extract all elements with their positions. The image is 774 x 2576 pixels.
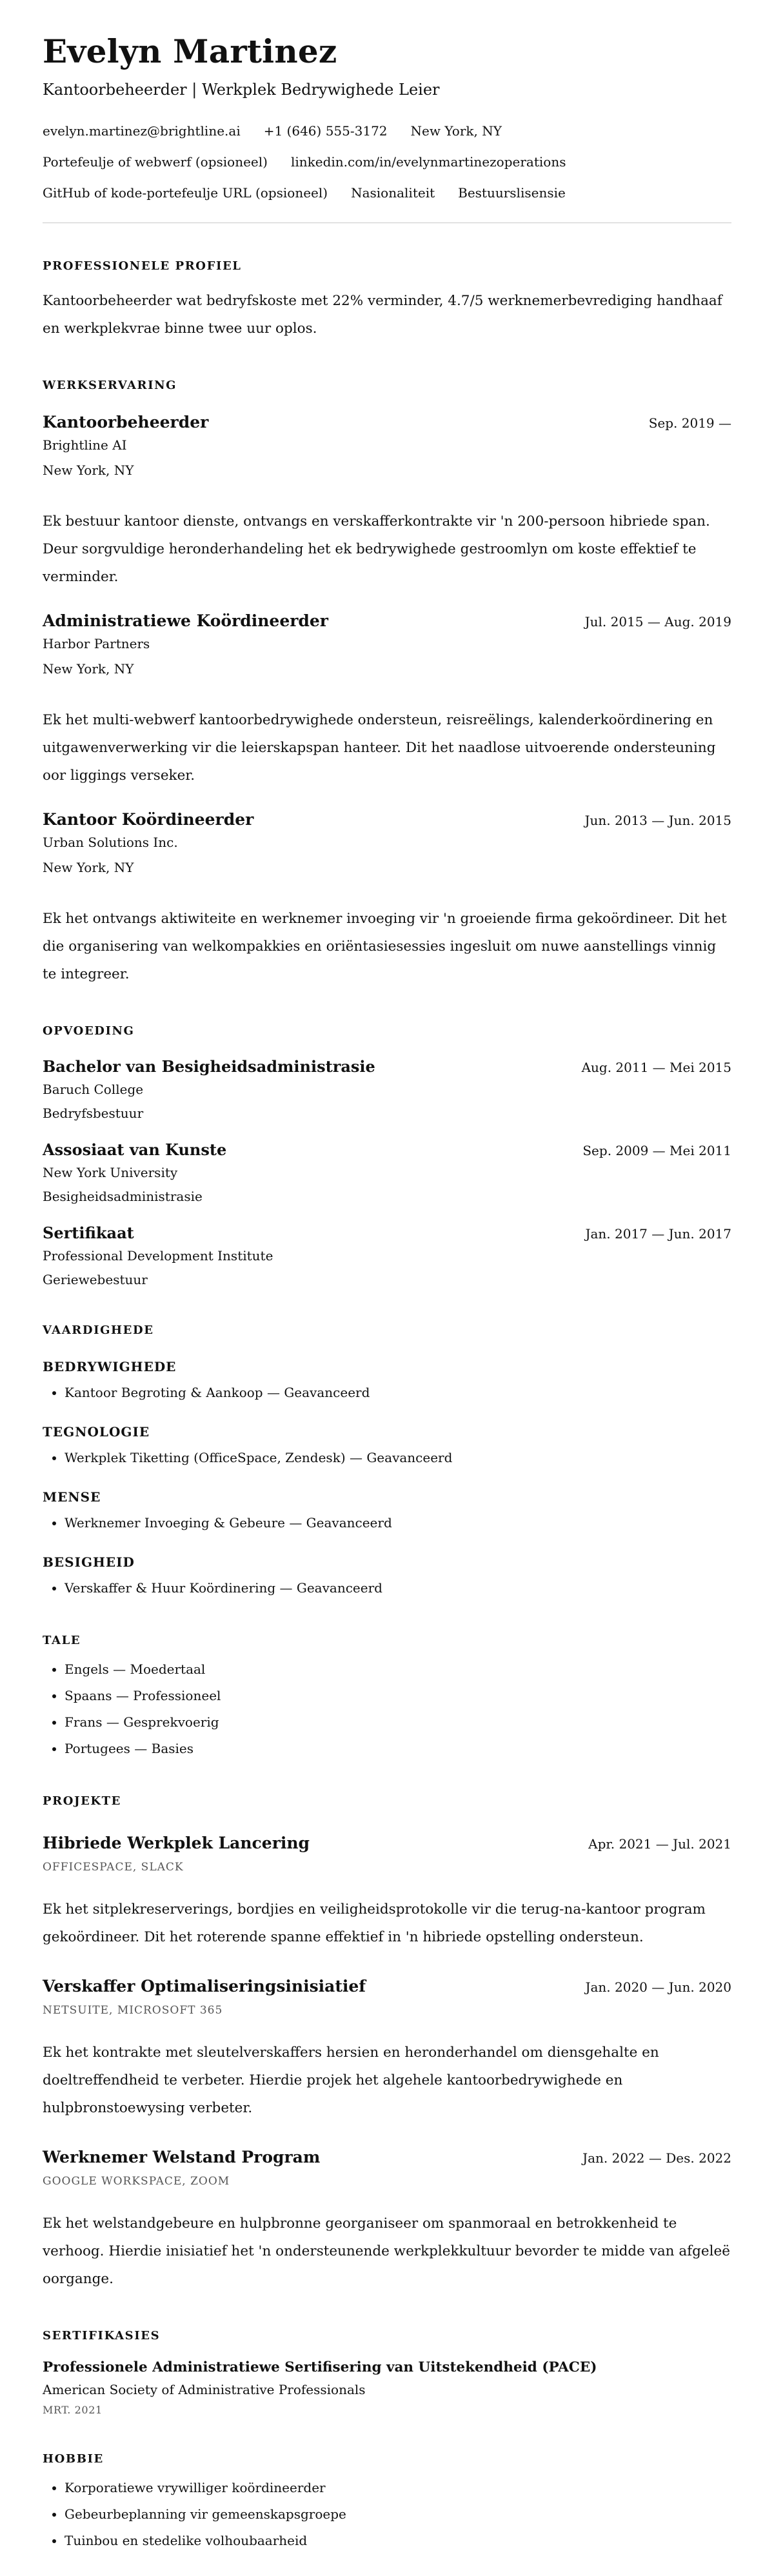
skill-category: MENSE <box>43 1489 101 1505</box>
job-location: New York, NY <box>43 661 134 677</box>
projects-heading: PROJEKTE <box>43 1794 121 1808</box>
profile-section <box>43 259 731 342</box>
skill-group <box>43 1554 731 1598</box>
skills-heading: VAARDIGHEDE <box>43 1323 154 1337</box>
education-dates: Jan. 2017 — Jun. 2017 <box>585 1226 731 1242</box>
job-title: Kantoorbeheerder <box>43 413 209 431</box>
project-title: Verskaffer Optimaliseringsinisiatief <box>43 1977 366 1996</box>
language-list <box>43 1660 731 1758</box>
degree-title: Sertifikaat <box>43 1224 134 1242</box>
skill-group <box>43 1359 731 1402</box>
contact-license: Bestuurslisensie <box>458 185 566 201</box>
skill-item: • Werkplek Tiketting (OfficeSpace, Zendesk) — Geavanceerd <box>64 1449 731 1467</box>
project-entry-header <box>43 2148 731 2166</box>
education-entry <box>43 1224 731 1287</box>
skill-list <box>43 1514 731 1532</box>
language-item: • Portugees — Basies <box>64 1739 731 1758</box>
contact-portfolio: Portefeulje of webwerf (opsioneel) <box>43 154 268 170</box>
projects-section <box>43 1794 731 2293</box>
project-entry <box>43 2148 731 2293</box>
education-entry-header <box>43 1057 731 1076</box>
job-company: Urban Solutions Inc. <box>43 835 178 850</box>
profile-summary: Kantoorbeheerder wat bedryfskoste met 22% verminder, 4.7/5 werknemerbevrediging handhaaf en werkplekvrae binne twee uur oplos. <box>43 293 722 337</box>
project-tools: OFFICESPACE, SLACK <box>43 1861 184 1874</box>
contact-phone: +1 (646) 555-3172 <box>263 123 388 139</box>
certification-issuer: American Society of Administrative Professionals <box>43 2382 366 2397</box>
certification-date: MRT. 2021 <box>43 2404 103 2416</box>
contact-row-1 <box>43 123 731 139</box>
experience-section <box>43 379 731 988</box>
contact-email: evelyn.martinez@brightline.ai <box>43 123 241 139</box>
job-entry-header <box>43 413 731 431</box>
contact-row-2 <box>43 154 731 170</box>
skill-group <box>43 1424 731 1467</box>
skill-group <box>43 1489 731 1532</box>
skill-list <box>43 1449 731 1467</box>
project-dates: Apr. 2021 — Jul. 2021 <box>588 1836 731 1852</box>
school-name: Baruch College <box>43 1082 144 1097</box>
education-dates: Sep. 2009 — Mei 2011 <box>582 1143 731 1158</box>
project-entry-header <box>43 1977 731 1996</box>
hobby-list <box>43 2479 731 2550</box>
job-entry-header <box>43 611 731 630</box>
job-location: New York, NY <box>43 462 134 478</box>
hobby-item: • Tuinbou en stedelike volhoubaarheid <box>64 2531 731 2550</box>
person-title: Kantoorbeheerder | Werkplek Bedrywighede Leier <box>43 81 440 99</box>
hobby-item: • Gebeurbeplanning vir gemeenskapsgroepe <box>64 2505 731 2524</box>
contact-location: New York, NY <box>410 123 502 139</box>
contact-row-3 <box>43 185 731 201</box>
project-title: Werknemer Welstand Program <box>43 2148 321 2166</box>
job-dates: Jun. 2013 — Jun. 2015 <box>584 813 731 828</box>
education-heading: OPVOEDING <box>43 1024 135 1038</box>
school-name: New York University <box>43 1165 178 1180</box>
job-company: Harbor Partners <box>43 636 150 651</box>
language-item: • Engels — Moedertaal <box>64 1660 731 1679</box>
job-description: Ek het ontvangs aktiwiteite en werknemer invoeging vir 'n groeiende firma gekoördineer. Dit het die organisering van welkompakkies en oriëntasiesessies ingesluit om nuwe aanstellings vinnig te integreer. <box>43 911 727 982</box>
job-entry <box>43 611 731 789</box>
languages-section <box>43 1634 731 1758</box>
job-entry <box>43 810 731 988</box>
job-location: New York, NY <box>43 860 134 875</box>
job-dates: Jul. 2015 — Aug. 2019 <box>584 614 731 629</box>
project-tools: GOOGLE WORKSPACE, ZOOM <box>43 2175 230 2188</box>
skills-section <box>43 1323 731 1598</box>
degree-title: Assosiaat van Kunste <box>43 1140 227 1159</box>
job-title: Administratiewe Koördineerder <box>43 611 328 630</box>
profile-heading: PROFESSIONELE PROFIEL <box>43 259 242 273</box>
project-entry <box>43 1977 731 2122</box>
field-of-study: Bedryfsbestuur <box>43 1105 144 1121</box>
job-entry <box>43 413 731 591</box>
project-dates: Jan. 2022 — Des. 2022 <box>582 2150 731 2166</box>
job-title: Kantoor Koördineerder <box>43 810 254 829</box>
degree-title: Bachelor van Besigheidsadministrasie <box>43 1057 375 1076</box>
project-entry-header <box>43 1834 731 1852</box>
job-description: Ek bestuur kantoor dienste, ontvangs en verskafferkontrakte vir 'n 200-persoon hibriede span. Deur sorgvuldige heronderhandeling het ek bedrywighede gestroomlyn om koste effektief te verminder. <box>43 513 710 585</box>
education-section <box>43 1024 731 1287</box>
resume-header <box>43 32 731 223</box>
skill-category: BEDRYWIGHEDE <box>43 1359 177 1374</box>
language-item: • Spaans — Professioneel <box>64 1687 731 1705</box>
hobbies-section <box>43 2452 731 2550</box>
contact-nationality: Nasionaliteit <box>351 185 435 201</box>
job-description: Ek het multi-webwerf kantoorbedrywighede ondersteun, reisreëlings, kalenderkoördinering en uitgawenverwerking vir die leierskapspan hanteer. Dit het naadlose uitvoerende ondersteuning oor liggings verseker. <box>43 712 716 784</box>
education-entry-header <box>43 1140 731 1159</box>
hobby-item: • Korporatiewe vrywilliger koördineerder <box>64 2479 731 2497</box>
job-dates: Sep. 2019 — <box>648 415 731 431</box>
person-name: Evelyn Martinez <box>43 32 337 70</box>
education-entry-header <box>43 1224 731 1242</box>
skill-item: • Verskaffer & Huur Koördinering — Geavanceerd <box>64 1579 731 1598</box>
skill-list <box>43 1579 731 1598</box>
skill-list <box>43 1383 731 1402</box>
contact-linkedin: linkedin.com/in/evelynmartinezoperations <box>290 154 566 170</box>
job-entry-header <box>43 810 731 829</box>
certification-title: Professionele Administratiewe Sertifisering van Uitstekendheid (PACE) <box>43 2359 597 2375</box>
field-of-study: Geriewebestuur <box>43 1272 148 1287</box>
certification-entry <box>43 2359 731 2416</box>
language-item: • Frans — Gesprekvoerig <box>64 1713 731 1732</box>
skill-category: TEGNOLOGIE <box>43 1424 150 1440</box>
education-entry <box>43 1140 731 1204</box>
certifications-section <box>43 2329 731 2416</box>
field-of-study: Besigheidsadministrasie <box>43 1189 203 1204</box>
project-description: Ek het welstandgebeure en hulpbronne georganiseer om spanmoraal en betrokkenheid te verhoog. Hierdie inisiatief het 'n ondersteunende werkplekkultuur bevorder te midde van afgeleë oorgange. <box>43 2215 730 2287</box>
skill-item: • Kantoor Begroting & Aankoop — Geavanceerd <box>64 1383 731 1402</box>
project-entry <box>43 1834 731 1951</box>
skill-item: • Werknemer Invoeging & Gebeure — Geavanceerd <box>64 1514 731 1532</box>
education-entry <box>43 1057 731 1121</box>
contact-github: GitHub of kode-portefeulje URL (opsioneel) <box>43 185 328 201</box>
project-tools: NETSUITE, MICROSOFT 365 <box>43 2004 223 2017</box>
hobbies-heading: HOBBIE <box>43 2452 104 2466</box>
project-description: Ek het sitplekreserverings, bordjies en veiligheidsprotokolle vir die terug-na-kantoor program gekoördineer. Dit het roterende spanne effektief in 'n hibriede opstelling ondersteun. <box>43 1901 706 1945</box>
languages-heading: TALE <box>43 1634 81 1647</box>
skill-category: BESIGHEID <box>43 1554 135 1570</box>
experience-heading: WERKSERVARING <box>43 379 177 392</box>
school-name: Professional Development Institute <box>43 1248 273 1263</box>
job-company: Brightline AI <box>43 437 127 453</box>
project-title: Hibriede Werkplek Lancering <box>43 1834 310 1852</box>
education-dates: Aug. 2011 — Mei 2015 <box>581 1060 731 1075</box>
project-description: Ek het kontrakte met sleutelverskaffers hersien en heronderhandel om diensgehalte en doeltreffendheid te verbeter. Hierdie projek het algehele kantoorbedrywighede en hulpbronstoewysing verbeter. <box>43 2045 659 2116</box>
certifications-heading: SERTIFIKASIES <box>43 2329 161 2343</box>
project-dates: Jan. 2020 — Jun. 2020 <box>585 1979 731 1995</box>
